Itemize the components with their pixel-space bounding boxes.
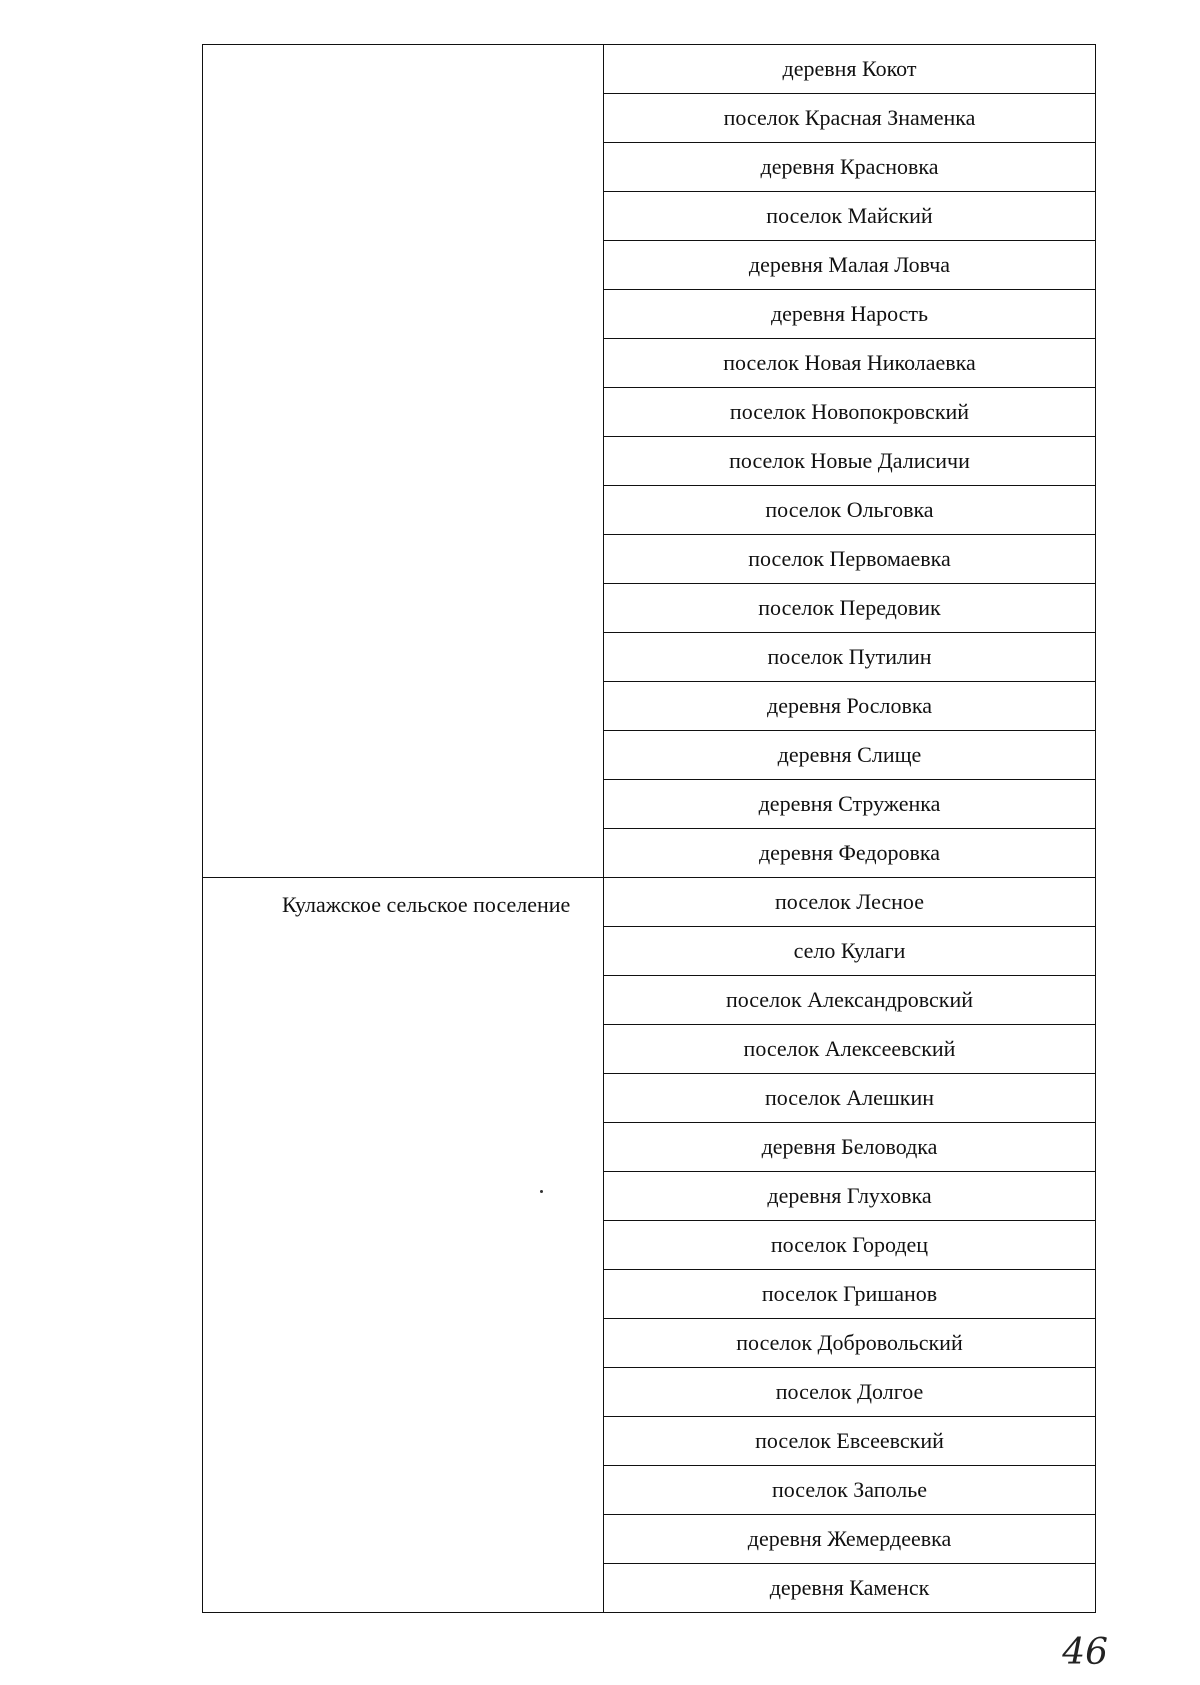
locality-cell: деревня Красновка xyxy=(604,143,1096,192)
locality-cell: поселок Передовик xyxy=(604,584,1096,633)
table-row xyxy=(203,878,1096,927)
locality-cell: деревня Рословка xyxy=(604,682,1096,731)
locality-cell: поселок Новая Николаевка xyxy=(604,339,1096,388)
locality-cell: поселок Новопокровский xyxy=(604,388,1096,437)
locality-cell: поселок Городец xyxy=(604,1221,1096,1270)
locality-cell: поселок Заполье xyxy=(604,1466,1096,1515)
locality-cell: деревня Федоровка xyxy=(604,829,1096,878)
locality-cell: деревня Кокот xyxy=(604,45,1096,94)
table-row xyxy=(203,45,1096,94)
locality-cell: поселок Гришанов xyxy=(604,1270,1096,1319)
locality-cell: деревня Беловодка xyxy=(604,1123,1096,1172)
locality-cell: поселок Александровский xyxy=(604,976,1096,1025)
locality-cell: поселок Путилин xyxy=(604,633,1096,682)
locality-cell: поселок Евсеевский xyxy=(604,1417,1096,1466)
locality-cell: поселок Добровольский xyxy=(604,1319,1096,1368)
settlements-table-body xyxy=(203,45,1096,1613)
locality-cell: поселок Алексеевский xyxy=(604,1025,1096,1074)
locality-cell: село Кулаги xyxy=(604,927,1096,976)
locality-cell: деревня Нарость xyxy=(604,290,1096,339)
settlement-cell xyxy=(203,45,604,878)
locality-cell: поселок Алешкин xyxy=(604,1074,1096,1123)
locality-cell: деревня Каменск xyxy=(604,1564,1096,1613)
locality-cell: деревня Струженка xyxy=(604,780,1096,829)
locality-cell: поселок Ольговка xyxy=(604,486,1096,535)
settlement-cell xyxy=(203,878,604,1613)
locality-cell: поселок Лесное xyxy=(604,878,1096,927)
locality-cell: поселок Новые Далисичи xyxy=(604,437,1096,486)
settlements-table xyxy=(202,44,1096,1613)
locality-cell: деревня Глуховка xyxy=(604,1172,1096,1221)
page-number: 46 xyxy=(1062,1632,1108,1673)
locality-cell: поселок Красная Знаменка xyxy=(604,94,1096,143)
locality-cell: деревня Жемердеевка xyxy=(604,1515,1096,1564)
locality-cell: деревня Малая Ловча xyxy=(604,241,1096,290)
locality-cell: поселок Первомаевка xyxy=(604,535,1096,584)
locality-cell: поселок Майский xyxy=(604,192,1096,241)
locality-cell: поселок Долгое xyxy=(604,1368,1096,1417)
locality-cell: деревня Слище xyxy=(604,731,1096,780)
settlement-name: Кулажское сельское поселение xyxy=(282,892,571,917)
settlement-name xyxy=(203,45,603,57)
scan-speck xyxy=(540,1190,543,1193)
